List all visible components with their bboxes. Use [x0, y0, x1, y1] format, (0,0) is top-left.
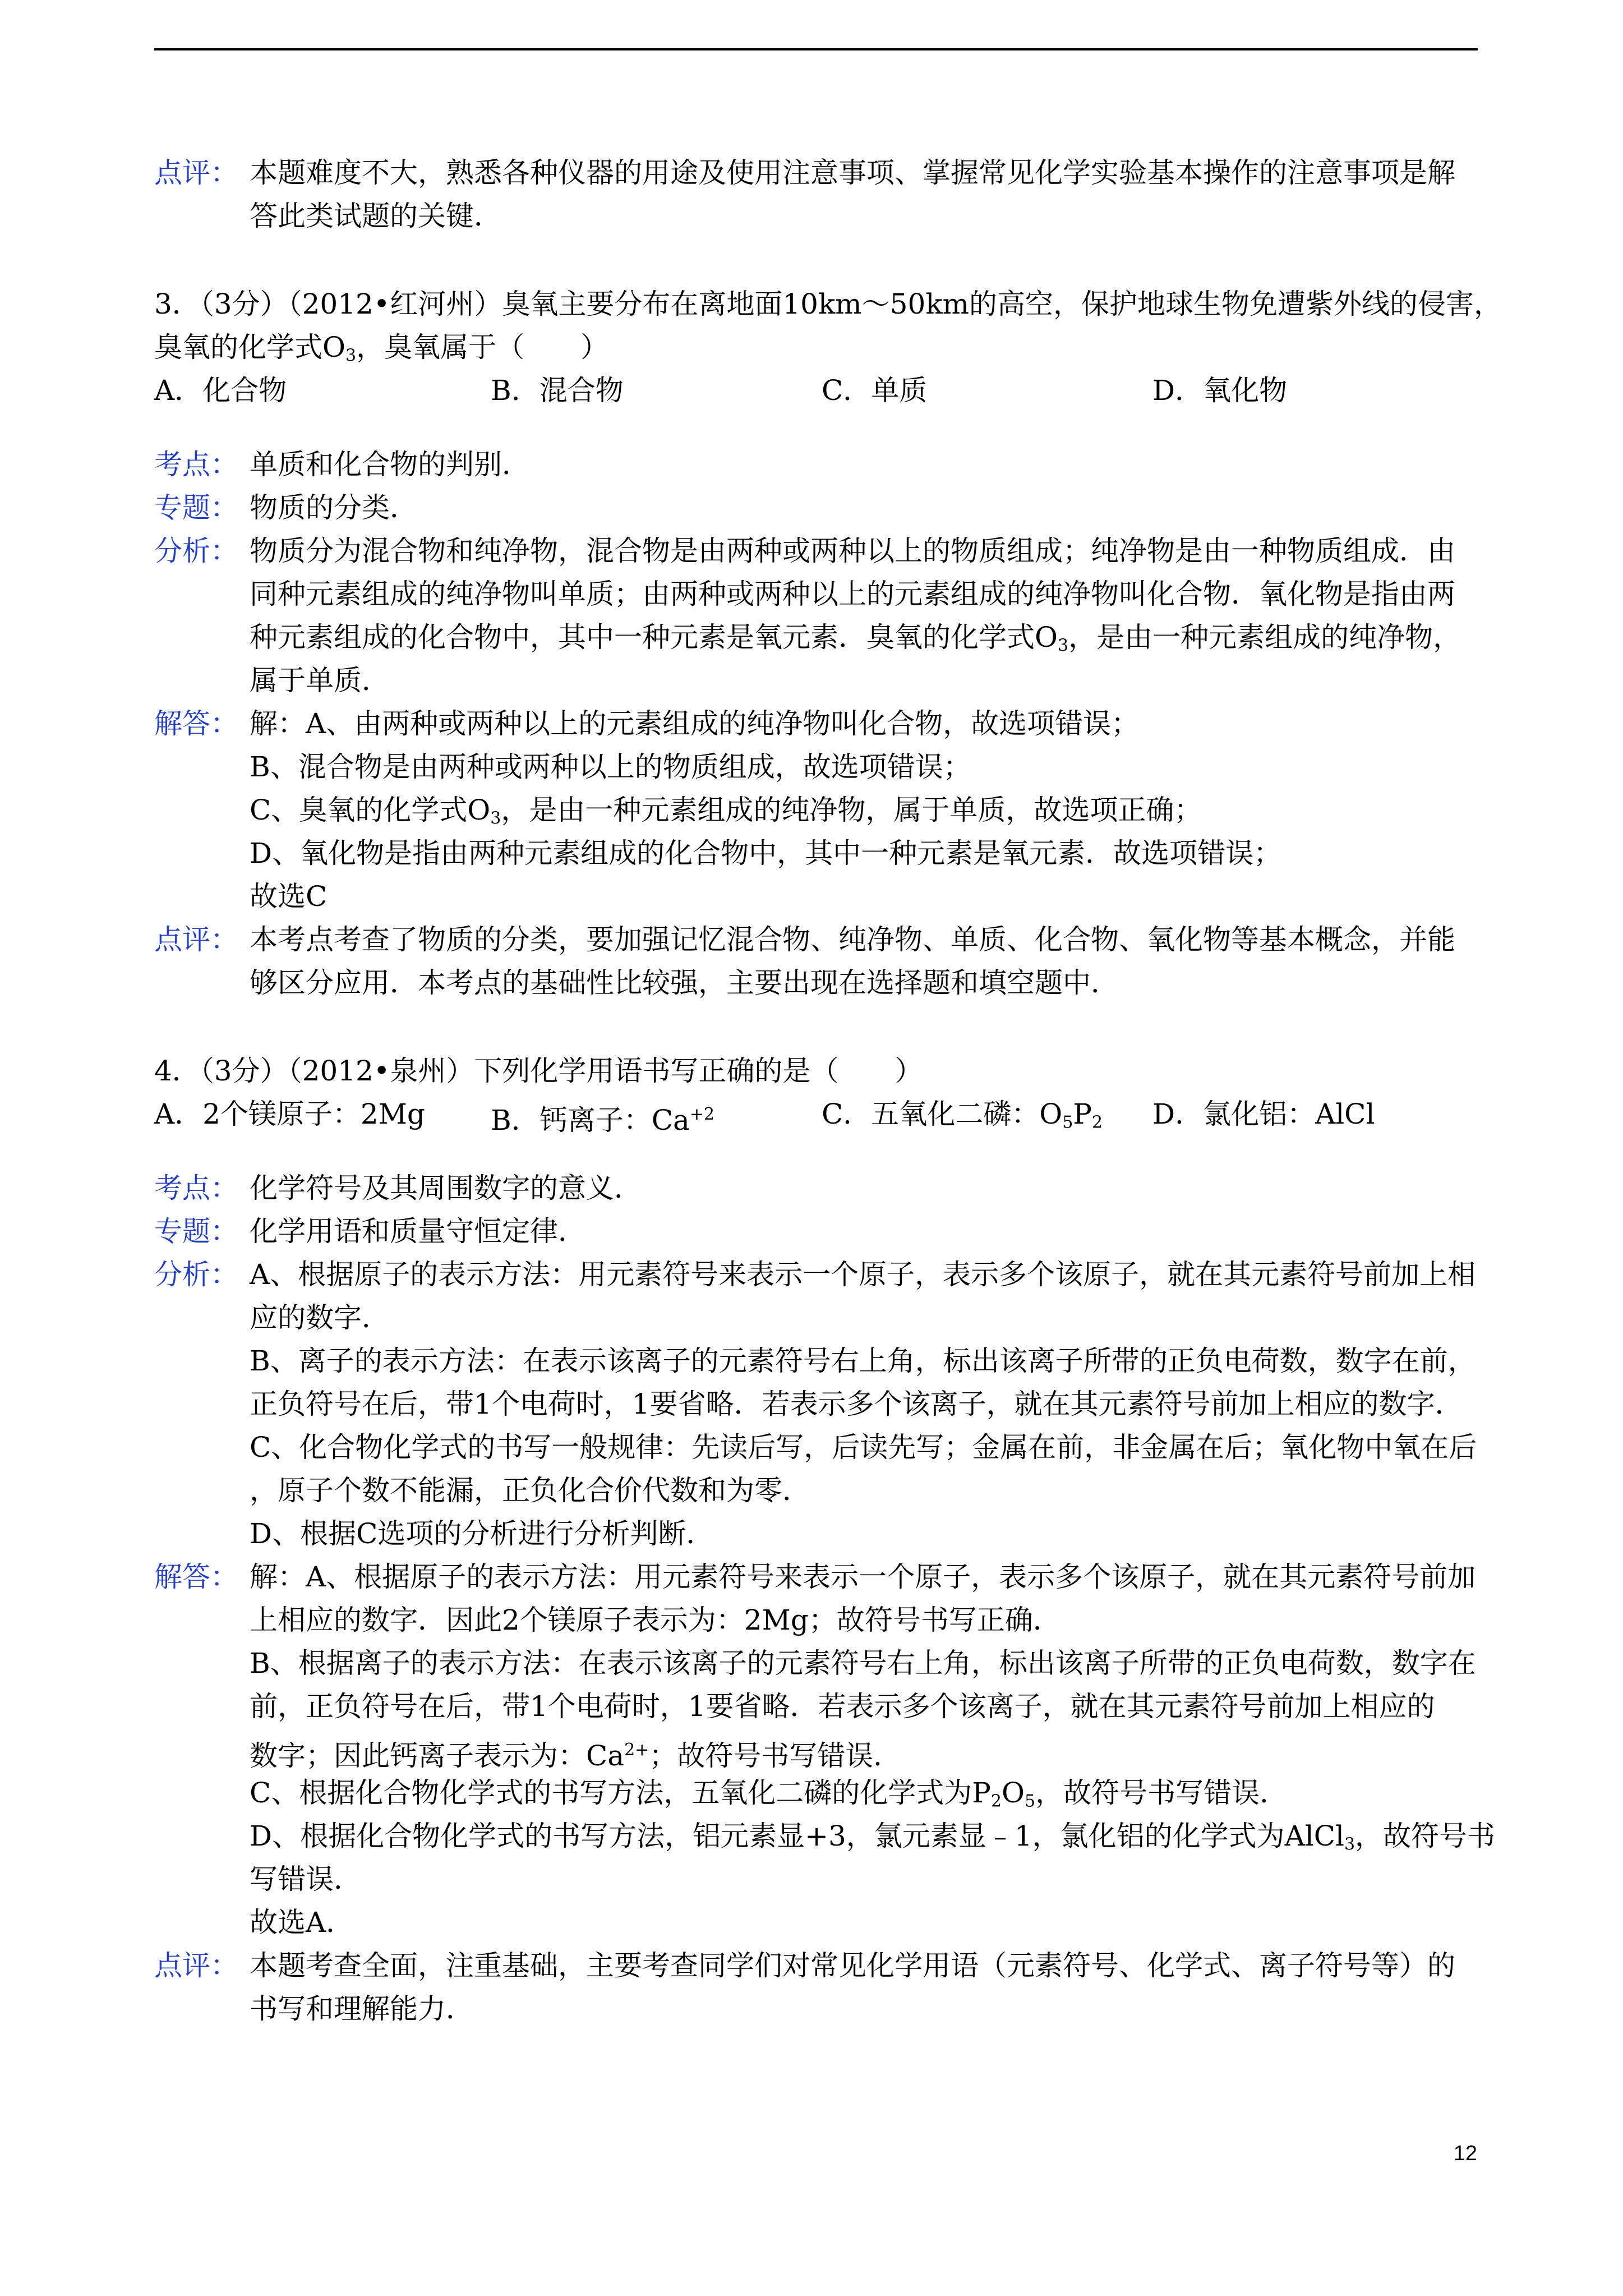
review-label: 点评：: [154, 157, 238, 189]
q3-zhuanti-text: 物质的分类．: [250, 491, 418, 524]
text: ，故符号书写错误．: [1035, 1777, 1288, 1809]
text: C．五氧化二磷：O: [822, 1098, 1063, 1130]
q4-fenxi-line-3: B、离子的表示方法：在表示该离子的元素符号右上角，标出该离子所带的正负电荷数，数字在前，: [250, 1345, 1476, 1377]
q4-jieda-line-1: 解：A、根据原子的表示方法：用元素符号来表示一个原子，表示多个该原子，就在其元素符号前加: [250, 1561, 1476, 1593]
header-rule: [154, 48, 1478, 50]
q4-option-b: [491, 1093, 822, 1136]
q4-jieda-line-3: B、根据离子的表示方法：在表示该离子的元素符号右上角，标出该离子所带的正负电荷数，数字在: [250, 1647, 1476, 1680]
q3-fenxi-line-4: 属于单质．: [250, 664, 390, 697]
q3-option-b: B．混合物: [491, 374, 624, 407]
q4-jieda-line-7: [250, 1815, 1495, 1858]
text: P: [1073, 1098, 1092, 1130]
q3-stem-line-2: [154, 326, 1478, 369]
dianping-label: 点评：: [154, 1949, 238, 1982]
q4-fenxi-line-2: 应的数字．: [250, 1301, 390, 1334]
q3-stem-text: 臭氧的化学式O: [154, 331, 345, 364]
subscript: 2: [990, 1791, 1002, 1811]
q3-jieda-line-2: B、混合物是由两种或两种以上的物质组成，故选项错误；: [250, 751, 971, 783]
text: 数字；因此钙离子表示为：Ca: [250, 1740, 625, 1772]
jieda-label: 解答：: [154, 1561, 238, 1593]
subscript: 3: [345, 346, 357, 366]
subscript: 3: [490, 808, 501, 829]
q3-fenxi-line-2: 同种元素组成的纯净物叫单质；由两种或两种以上的元素组成的纯净物叫化合物．氧化物是指由两: [250, 578, 1455, 610]
q4-option-c: [822, 1093, 1152, 1136]
q3-kaodian-text: 单质和化合物的判别．: [250, 448, 530, 481]
kaodian-label: 考点：: [154, 448, 238, 481]
q3-jieda: [154, 702, 1478, 918]
fenxi-label: 分析：: [154, 1258, 238, 1291]
text: ；故符号书写错误．: [649, 1740, 902, 1772]
q3-jieda-line-4: D、氧化物是指由两种元素组成的化合物中，其中一种元素是氧元素．故选项错误；: [250, 837, 1282, 869]
q3-option-d: D．氧化物: [1152, 374, 1288, 407]
q3-jieda-line-5: 故选C: [250, 880, 328, 913]
question-3: [154, 283, 1502, 412]
fenxi-label: 分析：: [154, 535, 238, 567]
q4-jieda-line-6: [250, 1772, 1495, 1815]
prev-review-line-2: 答此类试题的关键．: [250, 200, 502, 232]
q4-option-a: A．2个镁原子：2Mg: [154, 1098, 425, 1130]
page-number: 12: [1453, 2142, 1477, 2165]
text: D、根据化合物化学式的书写方法，铝元素显+3，氯元素显﹣1，氯化铝的化学式为AlCl: [250, 1820, 1344, 1852]
text: B．钙离子：Ca: [491, 1104, 690, 1137]
text: ，是由一种元素组成的纯净物，属于单质，故选项正确；: [501, 794, 1202, 826]
subscript: 3: [1344, 1834, 1355, 1855]
q4-dianping-line-1: 本题考查全面，注重基础，主要考查同学们对常见化学用语（元素符号、化学式、离子符号等）的: [250, 1949, 1455, 1982]
q3-jieda-line-3: [250, 789, 1478, 832]
q4-jieda-line-8: 写错误．: [250, 1863, 362, 1895]
zhuanti-label: 专题：: [154, 1215, 238, 1248]
text: C、根据化合物化学式的书写方法，五氧化二磷的化学式为P: [250, 1777, 991, 1809]
q4-fenxi-line-1: A、根据原子的表示方法：用元素符号来表示一个原子，表示多个该原子，就在其元素符号前加上相: [250, 1258, 1476, 1291]
superscript: +2: [689, 1105, 715, 1124]
q4-jieda-line-2: 上相应的数字．因此2个镁原子表示为：2Mg；故符号书写正确．: [250, 1604, 1061, 1636]
q3-stem-text: ，臭氧属于（ ）: [356, 331, 609, 364]
q4-fenxi-line-6: ，原子个数不能漏，正负化合价代数和为零．: [250, 1474, 810, 1507]
q3-dianping: [154, 918, 1478, 1005]
text: ，是由一种元素组成的纯净物，: [1068, 621, 1461, 654]
q3-options: [154, 369, 1478, 412]
page-content: [154, 151, 1502, 2031]
q3-jieda-line-1: 解：A、由两种或两种以上的元素组成的纯净物叫化合物，故选项错误；: [250, 707, 1140, 740]
kaodian-label: 考点：: [154, 1172, 238, 1204]
text: C、臭氧的化学式O: [250, 794, 491, 826]
subscript: 5: [1025, 1791, 1036, 1811]
q4-fenxi-line-4: 正负符号在后，带1个电荷时，1要省略．若表示多个该离子，就在其元素符号前加上相应的数字．: [250, 1388, 1463, 1420]
q3-stem-line-1: 3．（3分）（2012•红河州）臭氧主要分布在离地面10km～50km的高空，保护地球生物免遭紫外线的侵害，: [154, 288, 1502, 320]
zhuanti-label: 专题：: [154, 491, 238, 524]
q3-dianping-line-2: 够区分应用．本考点的基础性比较强，主要出现在选择题和填空题中．: [250, 967, 1119, 999]
prev-review-block: [154, 151, 1478, 238]
q4-dianping-line-2: 书写和理解能力．: [250, 1993, 474, 2025]
subscript: 3: [1058, 636, 1069, 656]
q3-fenxi-line-3: [250, 616, 1478, 659]
q4-jieda-line-4: 前，正负符号在后，带1个电荷时，1要省略．若表示多个该离子，就在其元素符号前加上相应的: [250, 1690, 1435, 1723]
q3-zhuanti: [154, 486, 1478, 530]
jieda-label: 解答：: [154, 707, 238, 740]
q4-dianping: [154, 1944, 1478, 2031]
q4-jieda-line-9: 故选A．: [250, 1906, 354, 1939]
superscript: 2+: [624, 1740, 649, 1760]
prev-review-line-1: 本题难度不大，熟悉各种仪器的用途及使用注意事项、掌握常见化学实验基本操作的注意事项是解: [250, 157, 1455, 189]
q4-kaodian: [154, 1167, 1478, 1210]
q4-kaodian-text: 化学符号及其周围数字的意义．: [250, 1172, 642, 1204]
q4-options: [154, 1093, 1478, 1136]
q3-dianping-line-1: 本考点考查了物质的分类，要加强记忆混合物、纯净物、单质、化合物、氧化物等基本概念，并能: [250, 923, 1455, 956]
q3-fenxi: [154, 530, 1478, 702]
q4-jieda: [154, 1556, 1496, 1944]
q4-option-d: D．氯化铝：AlCl: [1152, 1098, 1375, 1130]
subscript: 5: [1062, 1112, 1073, 1133]
text: ，故符号书: [1355, 1820, 1496, 1852]
q3-fenxi-line-1: 物质分为混合物和纯净物，混合物是由两种或两种以上的物质组成；纯净物是由一种物质组成．由: [250, 535, 1455, 567]
q4-fenxi-line-5: C、化合物化学式的书写一般规律：先读后写，后读先写；金属在前，非金属在后；氧化物中氧在后: [250, 1431, 1477, 1464]
q3-kaodian: [154, 443, 1478, 486]
q4-jieda-line-5: [250, 1728, 1495, 1772]
q4-stem: 4．（3分）（2012•泉州）下列化学用语书写正确的是（ ）: [154, 1055, 923, 1087]
q4-fenxi-line-7: D、根据C选项的分析进行分析判断．: [250, 1517, 714, 1550]
q3-option-a: A．化合物: [154, 374, 287, 407]
text: O: [1002, 1777, 1025, 1809]
dianping-label: 点评：: [154, 923, 238, 956]
q4-zhuanti-text: 化学用语和质量守恒定律．: [250, 1215, 586, 1248]
question-4: [154, 1050, 1478, 1136]
q4-fenxi: [154, 1253, 1478, 1556]
q4-zhuanti: [154, 1210, 1478, 1253]
subscript: 2: [1092, 1112, 1103, 1133]
text: 种元素组成的化合物中，其中一种元素是氧元素．臭氧的化学式O: [250, 621, 1058, 654]
q3-option-c: C．单质: [822, 374, 928, 407]
